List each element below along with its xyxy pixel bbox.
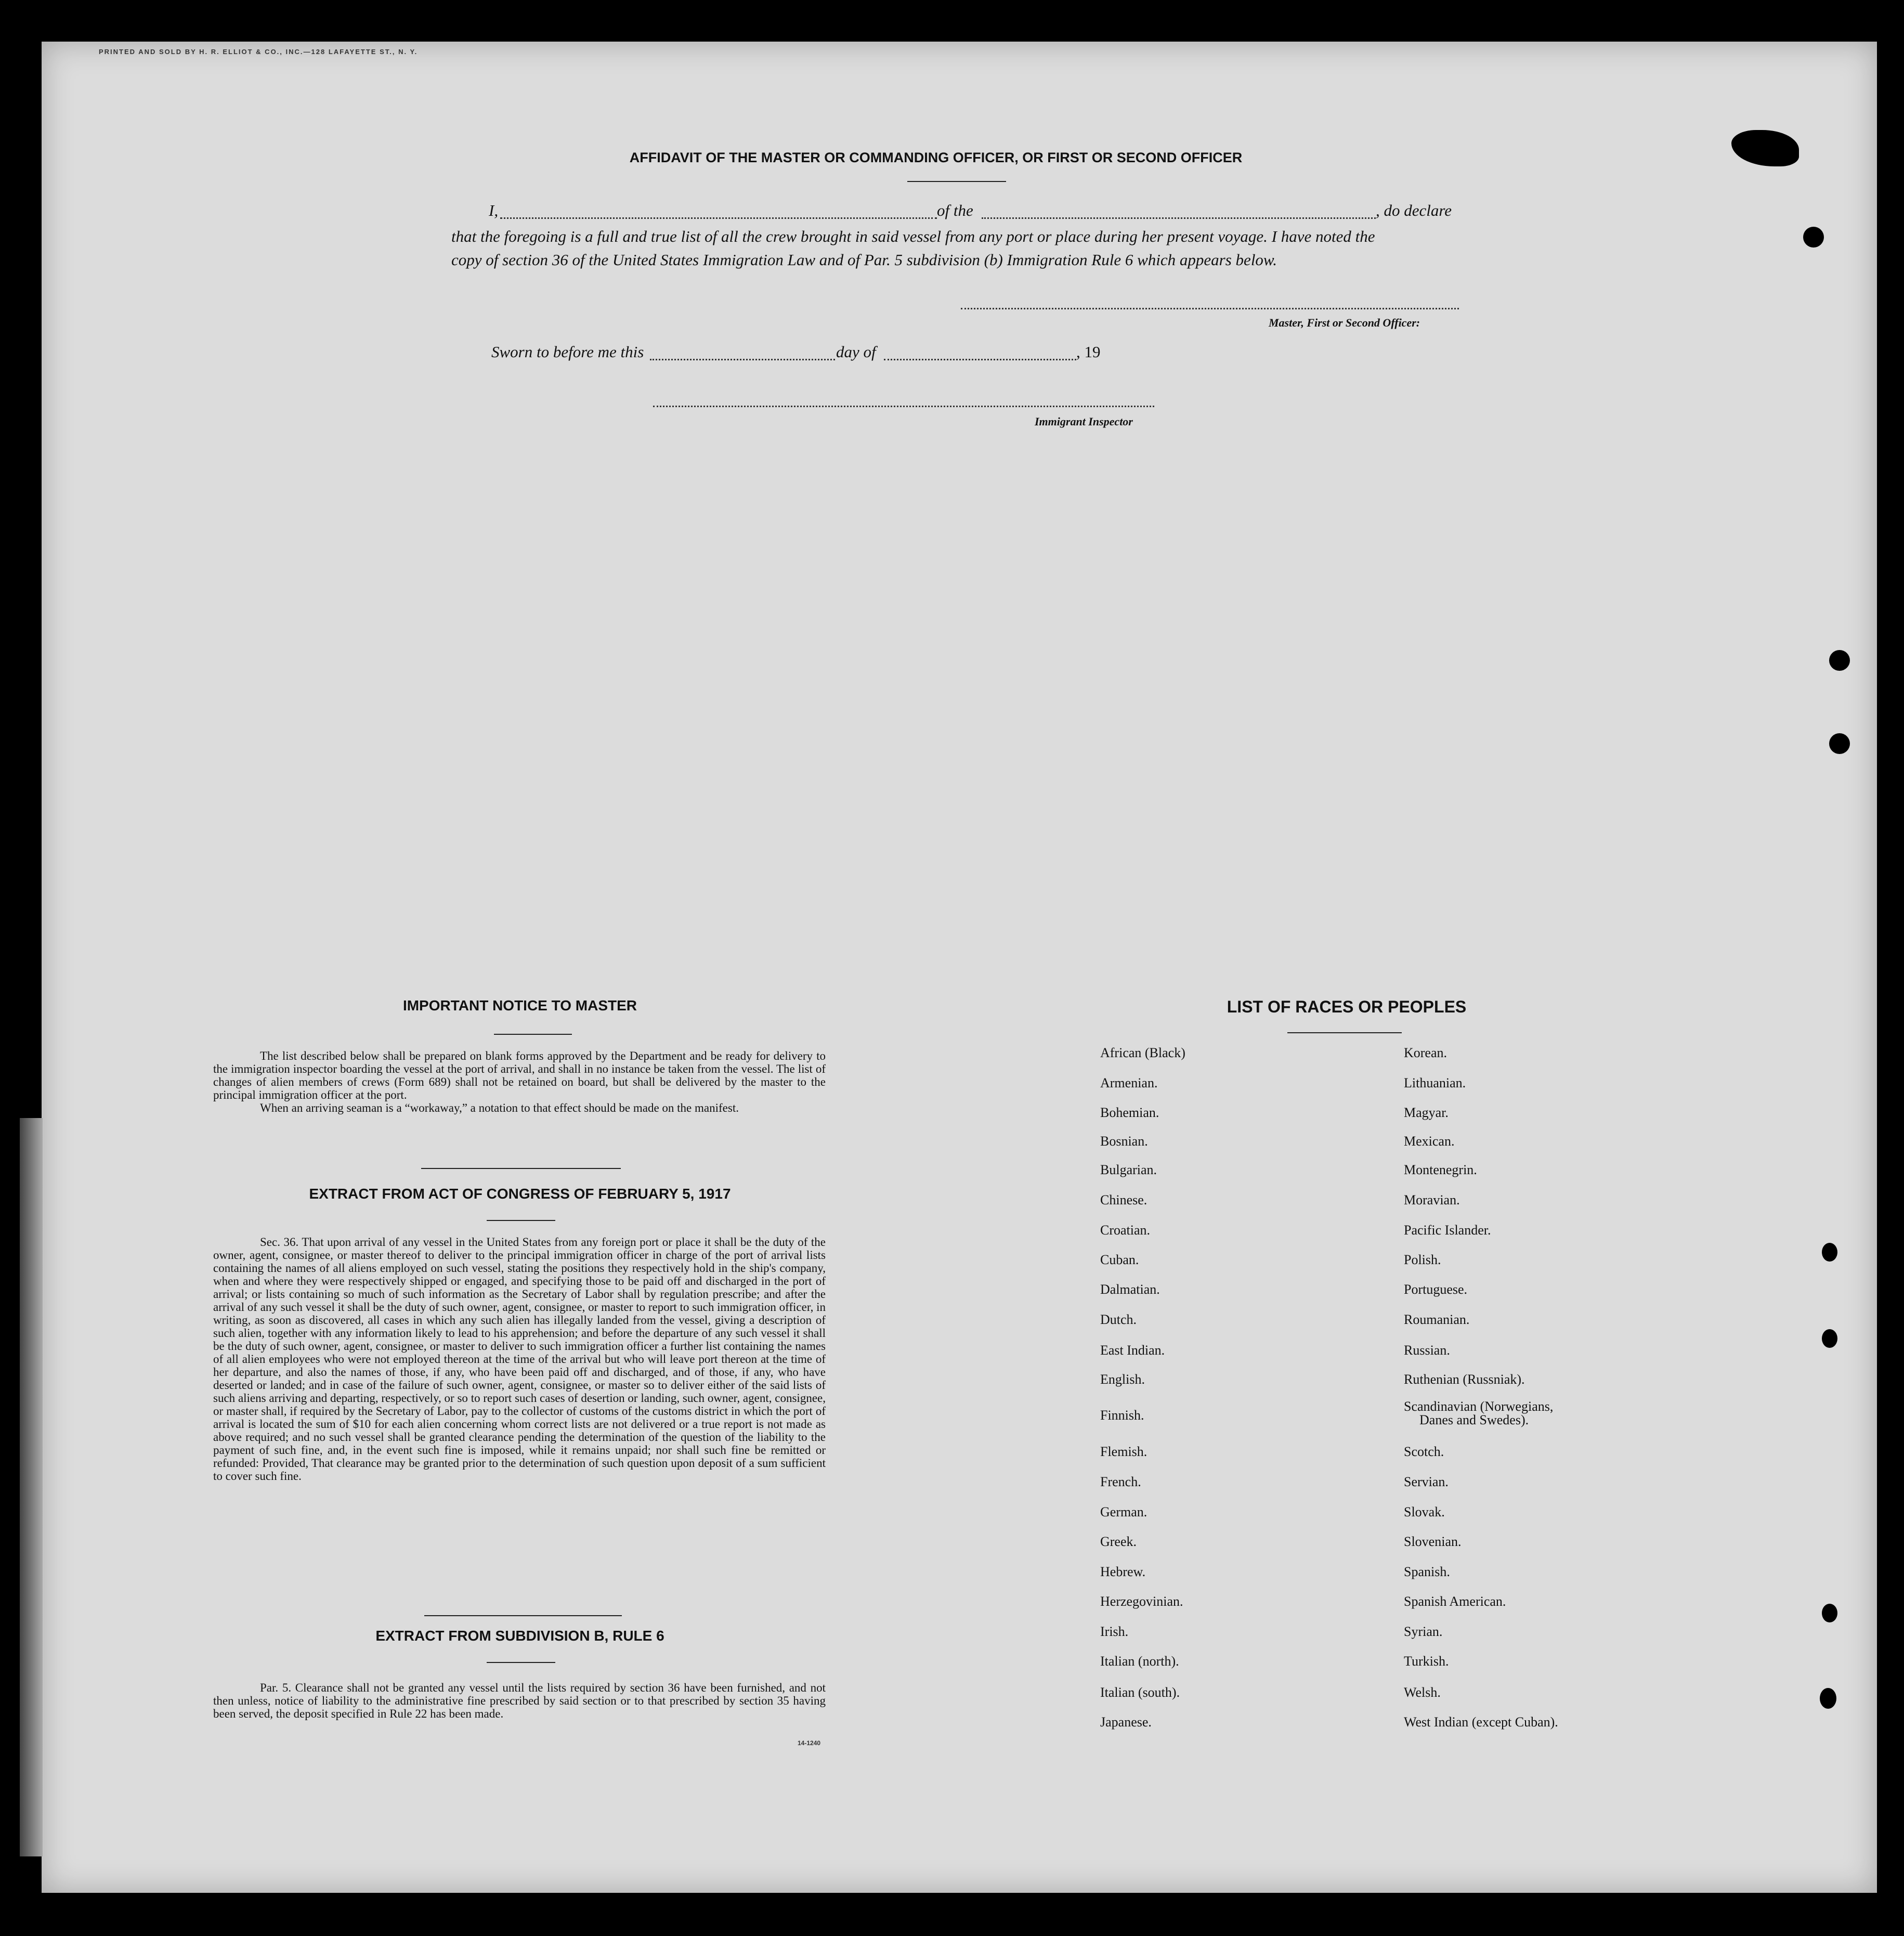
races-title: LIST OF RACES OR PEOPLES [1227,997,1467,1016]
race-item: Hebrew. [1100,1564,1146,1579]
race-item: Italian (north). [1100,1654,1179,1669]
extract-rule-title: EXTRACT FROM SUBDIVISION B, RULE 6 [375,1628,664,1644]
section-divider [421,1168,621,1169]
race-item: Moravian. [1404,1192,1460,1207]
master-signature-label: Master, First or Second Officer: [1269,316,1420,329]
day-of-label: day of [836,343,876,361]
affidavit-i-label: I, [489,201,499,219]
title-underline [907,181,1006,182]
race-item: Dalmatian. [1100,1282,1160,1297]
race-item: Herzegovinian. [1100,1594,1183,1609]
punch-hole [1829,650,1850,671]
page-edge [20,1118,43,1856]
race-item: Welsh. [1404,1685,1441,1700]
race-item: Armenian. [1100,1075,1158,1090]
race-item: Slovak. [1404,1504,1445,1519]
form-number: 14-1240 [798,1739,821,1747]
race-item: French. [1100,1474,1141,1489]
race-item: Cuban. [1100,1252,1139,1267]
race-item: Spanish. [1404,1564,1450,1579]
extract-act-body [213,1236,826,1483]
extract-act-title: EXTRACT FROM ACT OF CONGRESS OF FEBRUARY 5, 1917 [309,1186,731,1202]
section-divider [424,1615,622,1616]
race-item: Bohemian. [1100,1105,1159,1120]
sworn-day-field[interactable] [650,359,835,360]
race-item: Scandinavian (Norwegians, [1404,1399,1554,1414]
race-item: Pacific Islander. [1404,1223,1491,1238]
race-item: Montenegrin. [1404,1162,1477,1177]
race-item: Portuguese. [1404,1282,1468,1297]
race-item: Spanish American. [1404,1594,1506,1609]
race-item: Croatian. [1100,1223,1151,1238]
race-item: Slovenian. [1404,1534,1462,1549]
printer-imprint: PRINTED AND SOLD BY H. R. ELLIOT & CO., INC.—128 LAFAYETTE ST., N. Y. [99,48,418,56]
race-item: Chinese. [1100,1192,1147,1207]
race-item: Russian. [1404,1343,1450,1358]
punch-hole [1822,1329,1837,1348]
vessel-role-field[interactable] [982,217,1376,219]
race-item: Japanese. [1100,1714,1152,1730]
affidavit-of-the-label: of the [937,201,973,219]
punch-hole [1829,733,1850,754]
race-item: Korean. [1404,1045,1447,1060]
notice-body [213,1049,826,1114]
race-item: Roumanian. [1404,1312,1470,1327]
punch-hole [1820,1688,1836,1709]
notice-paragraph-2: When an arriving seaman is a “workaway,” a notation to that effect should be made on the manifest. [260,1101,739,1114]
race-item: Mexican. [1404,1134,1455,1149]
race-item: Servian. [1404,1474,1449,1489]
punch-hole [1822,1243,1837,1262]
affidavit-statement-1: that the foregoing is a full and true list of all the crew brought in said vessel from any port or place during her present voyage. I have noted the [451,227,1375,245]
sworn-label: Sworn to before me this [491,343,644,361]
race-item: German. [1100,1504,1147,1519]
race-item: Lithuanian. [1404,1075,1466,1090]
race-item: Flemish. [1100,1444,1147,1459]
race-item: Irish. [1100,1624,1129,1639]
name-field[interactable] [500,217,937,219]
inspector-signature-field[interactable] [653,406,1154,407]
race-item: Turkish. [1404,1654,1449,1669]
punch-hole [1803,227,1824,248]
extract-rule-underline [487,1662,555,1663]
document-sheet [42,42,1877,1893]
race-item: West Indian (except Cuban). [1404,1714,1558,1730]
affidavit-title: AFFIDAVIT OF THE MASTER OR COMMANDING OFFICER, OR FIRST OR SECOND OFFICER [629,150,1243,165]
race-item: Italian (south). [1100,1685,1180,1700]
sworn-month-field[interactable] [884,359,1076,360]
race-item: African (Black) [1100,1045,1185,1060]
notice-title: IMPORTANT NOTICE TO MASTER [402,997,637,1014]
race-item: Magyar. [1404,1105,1449,1120]
race-item: Syrian. [1404,1624,1443,1639]
notice-paragraph-1: The list described below shall be prepared on blank forms approved by the Department and be ready for delivery to the immigration inspector boarding the vessel at the port of arrival, and shall in no instance be taken from the vessel. The list of changes of alien members of crews (Form 689) shall not be retained on board, but shall be delivered by the master to the principal immigration officer at the port. [213,1049,826,1101]
extract-act-underline [487,1220,555,1221]
race-item: Dutch. [1100,1312,1137,1327]
race-item: English. [1100,1372,1145,1387]
race-item: Danes and Swedes). [1419,1412,1529,1427]
extract-rule-body [213,1681,826,1720]
race-item: Bosnian. [1100,1134,1148,1149]
section-36-text: Sec. 36. That upon arrival of any vessel in the United States from any foreign port or place it shall be the duty of the owner, agent, consignee, or master thereof to deliver to the principal immigration officer in charge of the port of arrival lists containing the names of all aliens employed on such vessel, stating the positions they respectively hold in the ship's company, when and where they were respectively shipped or engaged, and specifying those to be paid off and discharged in the port of arrival; or lists containing so much of such information as the Secretary of Labor shall by regulation prescribe; and after the arrival of any such vessel it shall be the duty of such owner, agent, consignee, or master to report to such immigration officer, in writing, as soon as discovered, all cases in which any such alien has illegally landed from the vessel, giving a description of such alien, together with any information likely to lead to his apprehension; and before the departure of any such vessel it shall be the duty of such owner, agent, consignee, or master to deliver to such immigration officer a further list containing the names of all alien employees who were not employed thereon at the time of the arrival but who will leave port thereon at the time of her departure, and also the names of those, if any, who have been paid off and discharged, and of those, if any, who have deserted or landed; and in case of the failure of such owner, agent, consignee, or master so to deliver either of the said lists of such aliens arriving and departing, respectively, or so to report such cases of desertion or landing, such owner, agent, consignee, or master shall, if required by the Secretary of Labor, pay to the collector of customs of the customs district in which the port of arrival is located the sum of $10 for each alien concerning whom correct lists are not delivered or a true report is not made as above required; and no such vessel shall be granted clearance pending the determination of the question of the liability to the payment of such fine, and, in the event such fine is imposed, while it remains unpaid; nor shall such fine be remitted or refunded: Provided, That clearance may be granted prior to the determination of such question upon deposit of a sum sufficient to cover such fine. [213,1236,826,1483]
notice-underline [494,1034,572,1035]
affidavit-declare-label: , do declare [1376,201,1452,219]
race-item: East Indian. [1100,1343,1165,1358]
inspector-label: Immigrant Inspector [1035,415,1133,428]
punch-hole [1822,1604,1837,1622]
master-signature-field[interactable] [961,308,1459,309]
race-item: Polish. [1404,1252,1441,1267]
race-item: Bulgarian. [1100,1162,1157,1177]
race-item: Greek. [1100,1534,1137,1549]
par-5-text: Par. 5. Clearance shall not be granted any vessel until the lists required by section 36 have been furnished, and not then unless, notice of liability to the administrative fine prescribed by said section or to that prescribed by section 35 having been served, the deposit specified in Rule 22 has been made. [213,1681,826,1720]
year-label: , 19 [1076,343,1101,361]
race-item: Ruthenian (Russniak). [1404,1372,1525,1387]
affidavit-statement-2: copy of section 36 of the United States Immigration Law and of Par. 5 subdivision (b) Immigration Rule 6 which appears below. [451,251,1277,269]
races-underline [1287,1032,1402,1033]
race-item: Finnish. [1100,1408,1144,1423]
race-item: Scotch. [1404,1444,1444,1459]
